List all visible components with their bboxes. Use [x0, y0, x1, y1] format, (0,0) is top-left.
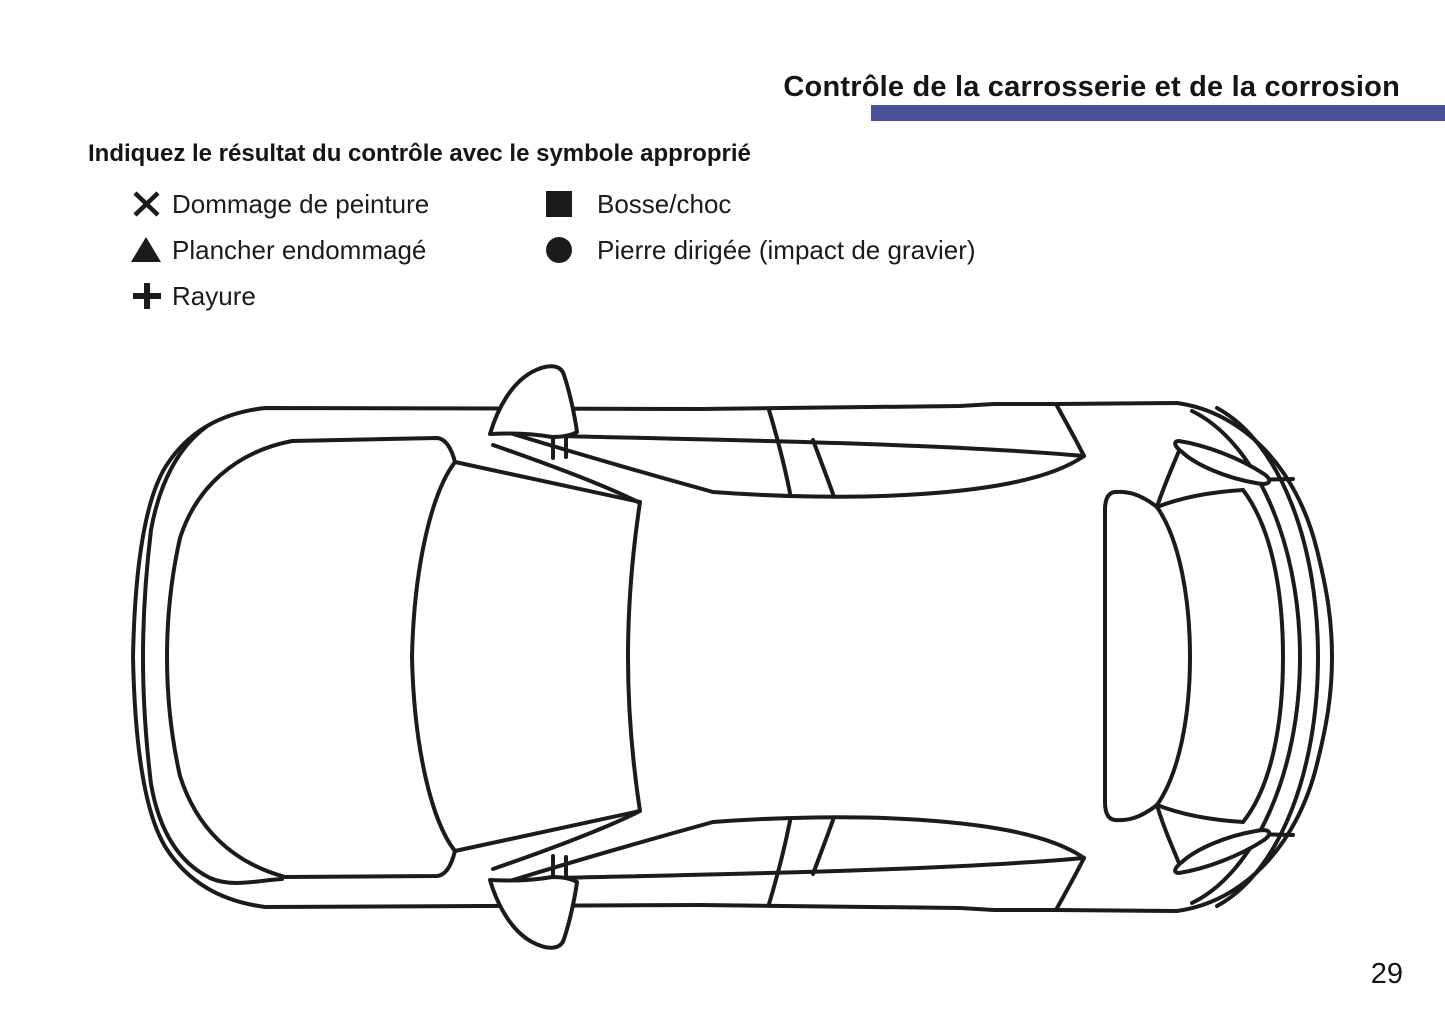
side-mirror-top [490, 366, 577, 437]
b-pillar-bottom-rear [813, 820, 833, 874]
legend-label: Plancher endommagé [172, 234, 427, 265]
legend-label: Dommage de peinture [172, 188, 430, 219]
legend-label: Bosse/choc [597, 188, 732, 219]
belt-line-top [713, 456, 1084, 497]
rear-window-glass-edge [1157, 507, 1190, 805]
c-pillar-seam-top [1157, 446, 1181, 507]
roof-edge-bottom [558, 858, 1084, 878]
legend-label: Rayure [172, 280, 256, 311]
body-outline [133, 403, 1332, 911]
b-pillar-top-rear [813, 440, 833, 494]
belt-line-bottom [713, 817, 1084, 858]
c-pillar-seam-bottom [1157, 805, 1181, 868]
instruction-text: Indiquez le résultat du contrôle avec le symbole approprié [88, 140, 751, 167]
taillight-top [1175, 441, 1269, 484]
taillight-bottom [1175, 830, 1269, 873]
front-bumper-seam [143, 427, 282, 883]
b-pillar-top-front [769, 410, 790, 493]
c-pillar-top-edge [1056, 404, 1084, 456]
page-number: 29 [1370, 958, 1403, 990]
side-mirror-bottom [490, 877, 577, 948]
car-body [133, 366, 1332, 947]
legend-label: Pierre dirigée (impact de gravier) [597, 234, 976, 265]
page-title: Contrôle de la carrosserie et de la corrosion [783, 71, 1400, 103]
roof-edge-top [558, 436, 1084, 456]
c-pillar-bottom-edge [1056, 858, 1084, 910]
b-pillar-bottom-front [769, 821, 790, 904]
windshield [412, 462, 640, 851]
hatch-edge [1243, 490, 1283, 822]
